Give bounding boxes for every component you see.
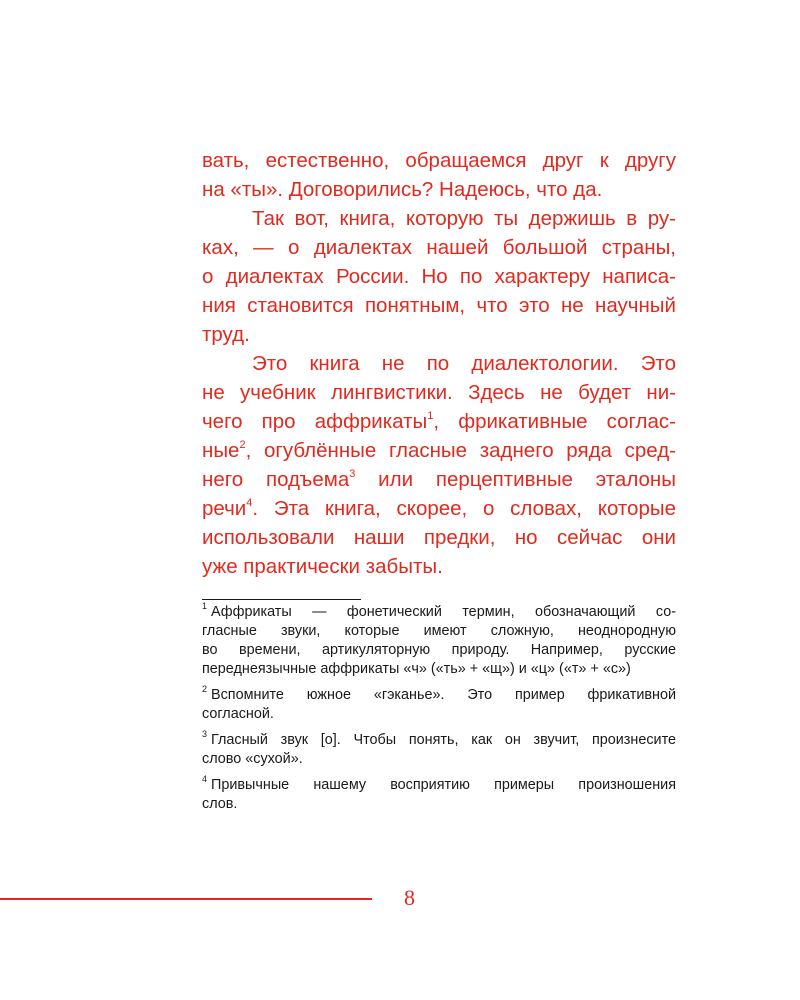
body-text: , огублённые гласные заднего ряда сред- — [245, 439, 676, 462]
footnote-number: 3 — [202, 729, 208, 740]
body-text: речи — [202, 497, 247, 520]
main-text — [202, 146, 676, 581]
footnote-line: согласной. — [202, 706, 274, 722]
footnote-number: 1 — [202, 601, 208, 612]
footnote-text: Привычные нашему восприятию примеры произношения — [211, 777, 676, 793]
footnote-text: Гласный звук [о]. Чтобы понять, как он звучит, произнесите — [211, 732, 676, 748]
body-line: о диалектах России. Но по характеру написа- — [202, 265, 676, 288]
footnote-line — [202, 686, 676, 705]
footer-rule — [0, 898, 372, 900]
footnote-line: переднеязычные аффрикаты «ч» («ть» + «щ») и «ц» («т» + «с») — [202, 661, 631, 677]
page-number: 8 — [404, 885, 415, 910]
body-line — [202, 436, 676, 465]
body-line: не учебник лингвистики. Здесь не будет ни- — [202, 381, 676, 404]
body-line: ках, — о диалектах нашей большой страны, — [202, 236, 676, 259]
footnote-4 — [202, 776, 676, 814]
footnote-line: во времени, артикуляторную природу. Например, русские — [202, 642, 676, 658]
footnote-line — [202, 603, 676, 622]
body-text: чего про аффрикаты — [202, 410, 428, 433]
body-line: Это книга не по диалектологии. Это — [252, 352, 676, 375]
footnote-ref[interactable]: 2 — [239, 439, 246, 452]
footnote-number: 4 — [202, 774, 208, 785]
footnote-divider — [202, 599, 361, 600]
body-line — [202, 407, 676, 436]
footnote-ref[interactable]: 1 — [427, 410, 434, 423]
footnote-ref[interactable]: 4 — [246, 497, 253, 510]
body-text: него подъема — [202, 468, 350, 491]
body-text: . Эта книга, скорее, о словах, которые — [252, 497, 676, 520]
footnote-line: слов. — [202, 796, 238, 812]
body-line: Так вот, книга, которую ты держишь в ру- — [252, 207, 676, 230]
body-text: или перцептивные эталоны — [355, 468, 676, 491]
body-line: ния становится понятным, что это не научный — [202, 294, 676, 317]
body-text: , фрикативные соглас- — [433, 410, 676, 433]
footnote-line: слово «сухой». — [202, 751, 303, 767]
body-line: уже практически забыты. — [202, 555, 443, 578]
footnote-line — [202, 731, 676, 750]
footnote-line — [202, 776, 676, 795]
body-line: труд. — [202, 323, 250, 346]
footnote-text: Вспомните южное «гэканье». Это пример фрикативной — [211, 687, 676, 703]
body-text: ные — [202, 439, 240, 462]
footnote-text: Аффрикаты — фонетический термин, обозначающий со- — [211, 604, 676, 620]
body-line — [202, 465, 676, 494]
footnote-ref[interactable]: 3 — [349, 468, 356, 481]
body-line — [202, 494, 676, 523]
footnote-2 — [202, 686, 676, 724]
footnotes — [202, 603, 676, 821]
footnote-3 — [202, 731, 676, 769]
footnote-line: гласные звуки, которые имеют сложную, неоднородную — [202, 623, 676, 639]
footnote-1 — [202, 603, 676, 679]
footnote-number: 2 — [202, 684, 208, 695]
body-line: использовали наши предки, но сейчас они — [202, 526, 676, 549]
body-line: вать, естественно, обращаемся друг к другу — [202, 149, 676, 172]
body-line: на «ты». Договорились? Надеюсь, что да. — [202, 178, 603, 201]
